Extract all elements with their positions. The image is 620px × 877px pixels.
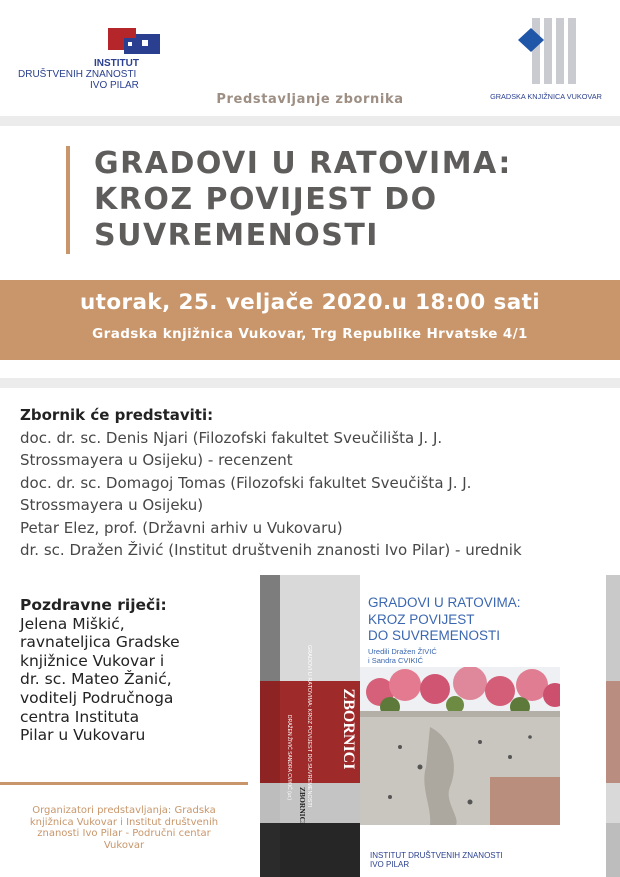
event-subtitle: Predstavljanje zbornika [216, 92, 404, 107]
greetings-line: Pilar u Vukovaru [20, 726, 146, 745]
organizers-divider [0, 782, 248, 785]
greetings-line: centra Instituta [20, 707, 140, 726]
title-accent-bar [66, 146, 70, 254]
book-cover-image [260, 575, 580, 877]
library-logo-bars-icon [518, 18, 580, 84]
cover-footer-logo [370, 851, 520, 869]
book-front-cover [360, 575, 580, 877]
greetings-heading: Pozdravne riječi: [20, 596, 167, 614]
spine-bottom-label: ZBORNICI [298, 787, 307, 825]
cover-footer-line2: IVO PILAR [370, 860, 410, 869]
book-title-line2: KROZ POVIJEST DO [94, 182, 438, 217]
greetings-line: Jelena Miškić, [20, 614, 125, 633]
book-spine [260, 575, 360, 877]
cover-editors [368, 647, 488, 665]
cover-title-line: KROZ POVIJEST [368, 611, 475, 627]
cover-footer-line1: INSTITUT DRUŠTVENIH ZNANOSTI [370, 851, 503, 860]
institute-logo-line2: DRUŠTVENIH ZNANOSTI [18, 69, 137, 80]
presenter-line: doc. dr. sc. Domagoj Tomas (Filozofski fakultet Sveučišta J. J. [20, 473, 472, 492]
cover-editors-line: Uredili Dražen ŽIVIĆ [368, 647, 437, 656]
book-title [94, 146, 604, 254]
presenters-section [20, 404, 610, 562]
greetings-line: ravnateljica Gradske [20, 633, 180, 652]
cover-title-line: GRADOVI U RATOVIMA: [368, 595, 521, 610]
event-date-time: utorak, 25. veljače 2020.u 18:00 sati [79, 290, 541, 315]
institute-logo-text [18, 58, 188, 91]
presenter-line: Strossmayera u Osijeku) [20, 496, 204, 514]
spine-series: ZBORNICI [340, 688, 357, 770]
institute-logo [18, 28, 188, 98]
top-divider-band [0, 116, 620, 126]
institute-logo-line3: IVO PILAR [90, 80, 139, 91]
presenter-line: Strossmayera u Osijeku) - recenzent [20, 451, 293, 469]
organizers-line: Organizatori predstavljanja: Gradska [32, 805, 216, 816]
greetings-line: dr. sc. Mateo Žanić, [20, 670, 172, 689]
presenter-line: doc. dr. sc. Denis Njari (Filozofski fakultet Sveučilišta J. J. [20, 428, 443, 447]
book-title-line1: GRADOVI U RATOVIMA: [94, 146, 512, 181]
greetings-line: voditelj Područnoga [20, 688, 174, 707]
presenter-line: Petar Elez, prof. (Državni arhiv u Vukovaru) [20, 518, 343, 537]
library-logo-text: GRADSKA KNJIŽNICA VUKOVAR [490, 92, 602, 101]
presenter-line: dr. sc. Dražen Živić (Institut društvenih znanosti Ivo Pilar) - urednik [20, 541, 522, 559]
institute-logo-mark-icon [108, 28, 160, 54]
organizers-line: znanosti Ivo Pilar - Područni centar [37, 828, 211, 839]
event-venue: Gradska knjižnica Vukovar, Trg Republike Hrvatske 4/1 [92, 326, 528, 342]
cover-editors-line: i Sandra CVIKIĆ [368, 656, 424, 665]
institute-logo-line1: INSTITUT [94, 58, 139, 69]
cover-title-line: DO SUVREMENOSTI [368, 628, 501, 643]
presenters-heading: Zbornik će predstaviti: [20, 406, 214, 424]
middle-divider-band [0, 378, 620, 388]
greetings-line: knjižnice Vukovar i [20, 651, 165, 670]
spine-title: GRADOVI U RATOVIMA: KROZ POVIJEST DO SUVREMENOSTI [306, 645, 312, 808]
greetings-section [20, 596, 248, 745]
organizers-note [8, 805, 240, 851]
cover-title [368, 595, 578, 645]
right-edge-color-strip [606, 575, 620, 877]
book-title-line3: SUVREMENOSTI [94, 218, 379, 253]
organizers-line: knjižnica Vukovar i Institut društvenih [29, 816, 219, 828]
cover-photo-wall-and-blossoms [360, 667, 560, 825]
spine-editors: DRAŽEN ŽIVIĆ SANDRA CVIKIĆ (ur.) [286, 715, 292, 801]
organizers-line: Vukovar [103, 839, 145, 851]
